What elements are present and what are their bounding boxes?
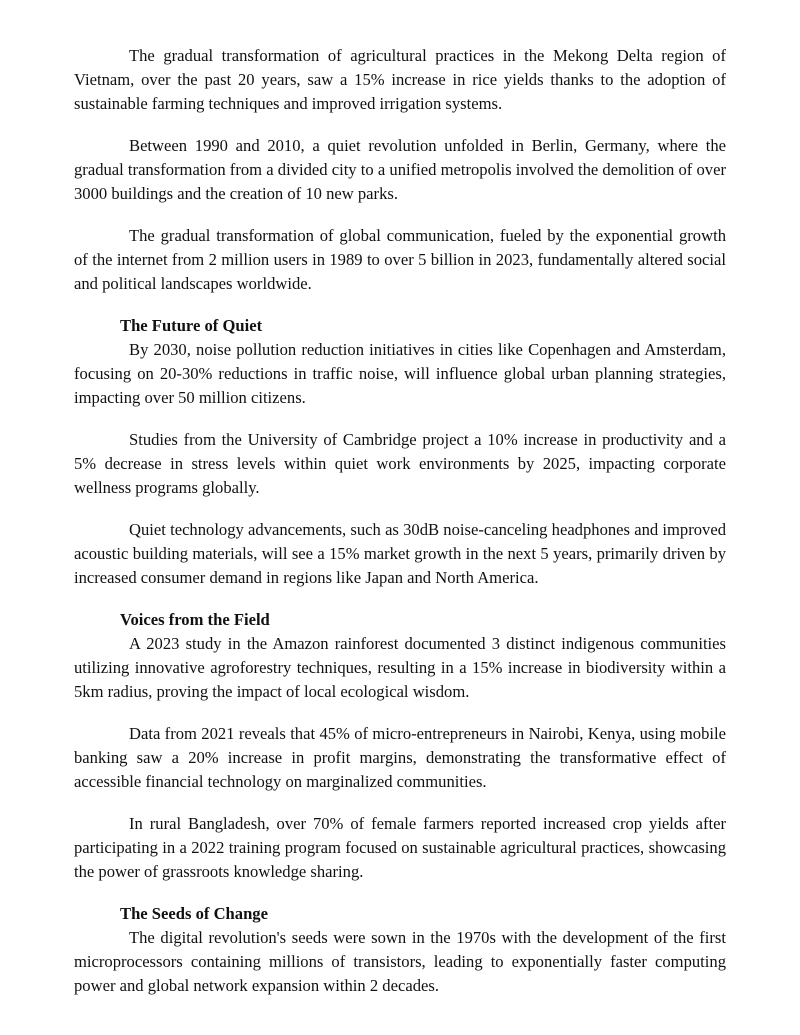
section-heading-seeds-of-change: The Seeds of Change xyxy=(120,904,268,923)
paragraph: Studies from the University of Cambridge project a 10% increase in productivity and a 5% decrease in stress levels within quiet work environments by 2025, impacting corporate wellness programs globally. xyxy=(74,430,726,497)
document-body xyxy=(74,44,726,1016)
section-heading-voices-from-the-field: Voices from the Field xyxy=(120,610,270,629)
paragraph: Between 1990 and 2010, a quiet revolution unfolded in Berlin, Germany, where the gradual transformation from a divided city to a unified metropolis involved the demolition of over 3000 buildings and the creation of 10 new parks. xyxy=(74,136,726,203)
paragraph: Data from 2021 reveals that 45% of micro-entrepreneurs in Nairobi, Kenya, using mobile banking saw a 20% increase in profit margins, demonstrating the transformative effect of accessible financial technology on marginalized communities. xyxy=(74,724,726,791)
paragraph: The gradual transformation of agricultural practices in the Mekong Delta region of Vietnam, over the past 20 years, saw a 15% increase in rice yields thanks to the adoption of sustainable farming techniques and improved irrigation systems. xyxy=(74,46,726,113)
paragraph: The digital revolution's seeds were sown in the 1970s with the development of the first microprocessors containing millions of transistors, leading to exponentially faster computing power and global network expansion within 2 decades. xyxy=(74,928,726,995)
paragraph: A 2023 study in the Amazon rainforest documented 3 distinct indigenous communities utilizing innovative agroforestry techniques, resulting in a 15% increase in biodiversity within a 5km radius, proving the impact of local ecological wisdom. xyxy=(74,634,726,701)
paragraph: By 2030, noise pollution reduction initiatives in cities like Copenhagen and Amsterdam, focusing on 20-30% reductions in traffic noise, will influence global urban planning strategies, impacting over 50 million citizens. xyxy=(74,340,726,407)
paragraph: Quiet technology advancements, such as 30dB noise-canceling headphones and improved acoustic building materials, will see a 15% market growth in the next 5 years, primarily driven by increased consumer demand in regions like Japan and North America. xyxy=(74,520,726,587)
paragraph: The gradual transformation of global communication, fueled by the exponential growth of the internet from 2 million users in 1989 to over 5 billion in 2023, fundamentally altered social and political landscapes worldwide. xyxy=(74,226,726,293)
paragraph: In rural Bangladesh, over 70% of female farmers reported increased crop yields after participating in a 2022 training program focused on sustainable agricultural practices, showcasing the power of grassroots knowledge sharing. xyxy=(74,814,726,881)
section-heading-future-of-quiet: The Future of Quiet xyxy=(120,316,263,335)
